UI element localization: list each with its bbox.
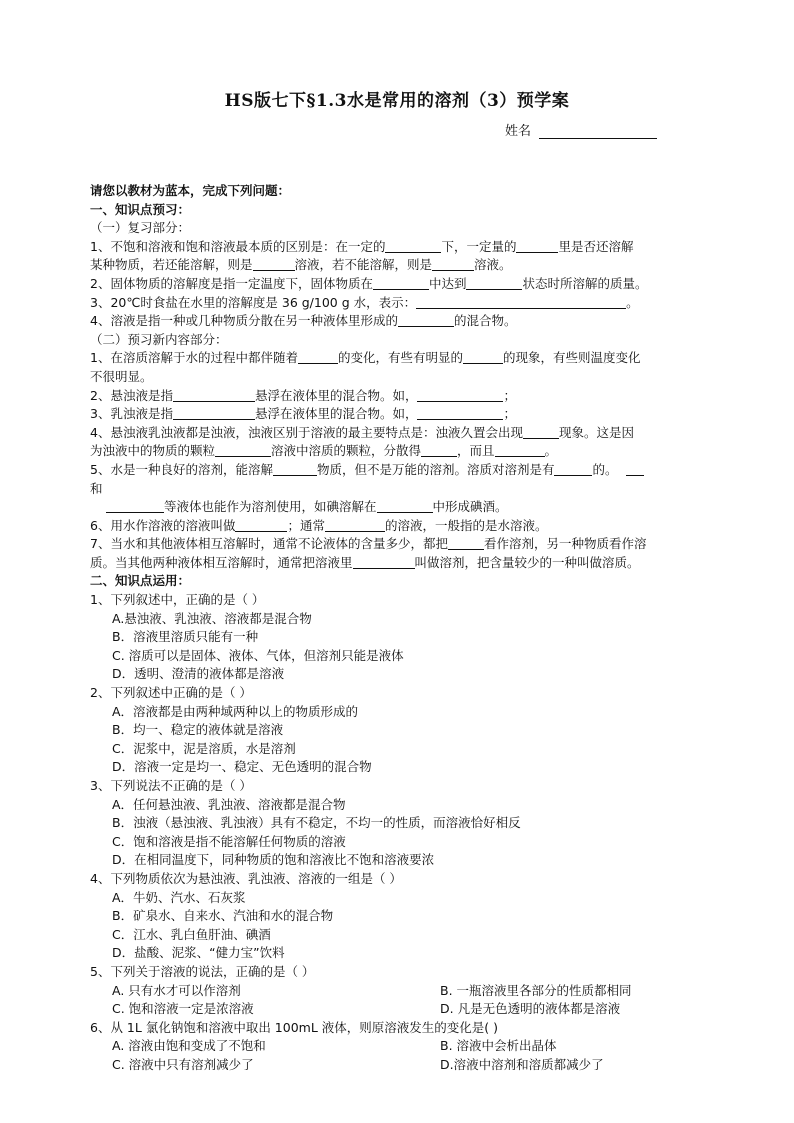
question-1-stem: 1、下列叙述中，正确的是（ ） [90,592,265,608]
question-5-option-b[interactable]: B. 一瓶溶液里各部分的性质都相同 [440,982,632,998]
blank[interactable] [235,518,287,532]
text: 2、固体物质的溶解度是指一定温度下，固体物质在 [90,275,373,291]
new-item-1 [90,349,710,368]
blank[interactable] [495,443,545,457]
text: 和 [90,480,103,496]
question-3-stem: 3、下列说法不正确的是（ ） [90,778,252,793]
text: 等液体也能作为溶剂使用，如碘溶解在 [164,499,377,515]
question-2-option-b[interactable]: B．均一、稳定的液体就是溶液 [112,722,284,738]
text: 的。 [592,461,618,477]
blank[interactable] [215,443,271,457]
blank[interactable] [173,406,255,420]
text: 2、悬浊液是指 [90,387,173,403]
new-item-6 [90,517,710,536]
text: 的混合物。 [453,313,517,329]
text: 的现象，有些则温度变化 [502,350,641,366]
new-item-7 [90,535,710,554]
text: 7、当水和其他液体相互溶解时，通常不论液体的含量多少，都把 [90,536,448,552]
text: 下，一定量的 [441,238,517,254]
question-3-option-a[interactable]: A．任何悬浊液、乳浊液、溶液都是混合物 [112,796,346,812]
blank[interactable] [554,462,592,476]
text: 4、悬浊液乳浊液都是浊液，浊液区别于溶液的最主要特点是：浊液久置会出现 [90,424,523,440]
new-item-7-cont [90,554,710,573]
text: 现象。这是因 [558,424,634,440]
page-title: HS版七下§1.3水是常用的溶剂（3）预学案 [224,91,570,111]
question-3-option-d[interactable]: D．在相同温度下，同种物质的饱和溶液比不饱和溶液要浓 [112,852,435,868]
question-5-options-row-2 [90,1000,710,1019]
question-6-option-b[interactable]: B. 溶液中会析出晶体 [440,1038,557,1054]
blank[interactable] [448,536,484,550]
question-5-options-row-1 [90,982,710,1001]
text: 悬浮在液体里的混合物。如， [254,387,418,403]
blank[interactable] [373,276,429,290]
name-label: 姓名 [505,124,532,139]
text: 为浊液中的物质的颗粒 [90,443,216,459]
text: 5、水是一种良好的溶剂，能溶解 [90,461,273,477]
text: 悬浮在液体里的混合物。如， [254,406,418,422]
text: 1、在溶质溶解于水的过程中都伴随着 [90,350,298,366]
blank[interactable] [377,499,433,513]
text: 溶液。 [474,257,512,273]
worksheet-body [90,182,710,1075]
blank[interactable] [298,350,338,364]
question-1-option-b[interactable]: B．溶液里溶质只能有一种 [112,629,259,645]
blank[interactable] [416,295,626,309]
blank[interactable] [417,388,503,402]
text: 1、不饱和溶液和饱和溶液最本质的区别是：在一定的 [90,238,386,254]
text: 中形成碘酒。 [432,499,508,515]
text: 。 [544,443,558,459]
question-6-options-row-2 [90,1056,710,1075]
blank[interactable] [273,462,317,476]
question-2-option-c[interactable]: C．泥浆中，泥是溶质，水是溶剂 [112,740,296,756]
question-6-option-c[interactable]: C. 溶液中只有溶剂减少了 [112,1056,254,1072]
text: 3、20℃时食盐在水里的溶解度是 36 g/100 g 水，表示： [90,294,417,310]
question-4-option-a[interactable]: A．牛奶、汽水、石灰浆 [112,889,246,905]
question-1-option-a[interactable]: A.悬浊液、乳浊液、溶液都是混合物 [112,610,312,626]
blank[interactable] [421,443,457,457]
text: ，而且 [457,443,495,459]
blank[interactable] [398,313,454,327]
blank[interactable] [466,276,522,290]
question-2-option-d[interactable]: D．溶液一定是均一、稳定、无色透明的混合物 [112,759,372,775]
review-item-3 [90,294,710,313]
intro-text: 请您以教材为蓝本，完成下列问题： [90,183,291,198]
new-item-5-cont2 [90,498,710,517]
new-item-4-cont [90,442,710,461]
text: 质。当其他两种液体相互溶解时，通常把溶液里 [90,554,353,570]
question-5-option-c[interactable]: C. 饱和溶液一定是浓溶液 [112,1001,254,1017]
blank[interactable] [253,257,295,271]
blank[interactable] [325,518,385,532]
text: ；通常 [287,517,325,533]
question-6-stem: 6、从 1L 氯化钠饱和溶液中取出 100mL 液体，则原溶液发生的变化是( ) [90,1019,498,1035]
text: 的变化，有些有明显的 [337,350,463,366]
question-4-stem: 4、下列物质依次为悬浊液、乳浊液、溶液的一组是（ ） [90,870,402,886]
blank[interactable] [432,257,474,271]
name-blank[interactable] [539,124,657,139]
text: 中达到 [428,275,467,291]
blank[interactable] [523,425,559,439]
new-item-2 [90,387,710,406]
text: 6、用水作溶液的溶液叫做 [90,517,236,533]
question-6-option-a[interactable]: A. 溶液由饱和变成了不饱和 [112,1038,266,1054]
question-2-stem: 2、下列叙述中正确的是（ ） [90,685,252,701]
text: ； [503,387,516,403]
question-3-option-c[interactable]: C．饱和溶液是指不能溶解任何物质的溶液 [112,833,346,849]
new-item-3 [90,405,710,424]
blank[interactable] [173,388,255,402]
review-heading: （一）复习部分： [90,220,191,236]
text: 某种物质，若还能溶解，则是 [90,257,253,273]
question-6-options-row-1 [90,1037,710,1056]
question-6-option-d[interactable]: D.溶液中溶剂和溶质都减少了 [440,1056,604,1072]
new-item-4 [90,424,710,443]
text: 里是否还溶解 [558,238,634,254]
blank[interactable] [106,499,164,513]
section2-heading: 二、知识点运用： [90,573,191,589]
text: 物质，但不是万能的溶剂。溶质对溶剂是有 [316,461,555,477]
question-5-stem: 5、下列关于溶液的说法，正确的是（ ） [90,963,315,979]
text: 的溶液，一般指的是水溶液。 [384,517,548,533]
new-content-heading: （二）预习新内容部分： [90,331,228,347]
name-field [505,120,657,139]
blank[interactable] [353,555,415,569]
question-4-option-c[interactable]: C．江水、乳白鱼肝油、碘酒 [112,926,271,942]
text: 3、乳浊液是指 [90,406,173,422]
text: 状态时所溶解的质量。 [522,275,648,291]
question-5-option-d[interactable]: D. 凡是无色透明的液体都是溶液 [440,1001,621,1017]
question-4-option-d[interactable]: D．盐酸、泥浆、“健力宝”饮料 [112,945,285,961]
question-1-option-d[interactable]: D．透明、澄清的液体都是溶液 [112,666,285,682]
new-item-1-cont: 不很明显。 [90,368,153,384]
review-item-1 [90,238,710,257]
text: ； [503,406,516,422]
blank[interactable] [385,239,441,253]
blank[interactable] [463,350,503,364]
new-item-5 [90,461,710,480]
question-3-option-b[interactable]: B．浊液（悬浊液、乳浊液）具有不稳定，不均一的性质，而溶液恰好相反 [112,815,521,831]
review-item-2 [90,275,710,294]
question-1-option-c[interactable]: C. 溶质可以是固体、液体、气体，但溶剂只能是液体 [112,647,404,663]
text: 看作溶剂，另一种物质看作溶 [483,536,647,552]
text: 溶液，若不能溶解，则是 [294,257,433,273]
text: 溶液中溶质的颗粒，分散得 [271,443,422,459]
text: 叫做溶剂，把含量较少的一种叫做溶质。 [414,554,640,570]
text: 4、溶液是指一种或几种物质分散在另一种液体里形成的 [90,313,398,329]
text: 。 [626,294,639,310]
review-item-4 [90,312,710,331]
question-5-option-a[interactable]: A. 只有水才可以作溶剂 [112,982,241,998]
new-item-5-cont [90,480,710,499]
blank[interactable] [516,239,558,253]
question-4-option-b[interactable]: B．矿泉水、自来水、汽油和水的混合物 [112,908,334,924]
blank[interactable] [626,462,644,476]
section1-heading: 一、知识点预习： [90,201,191,217]
question-2-option-a[interactable]: A．溶液都是由两种域两种以上的物质形成的 [112,703,359,719]
blank[interactable] [417,406,503,420]
review-item-1-cont [90,256,710,275]
